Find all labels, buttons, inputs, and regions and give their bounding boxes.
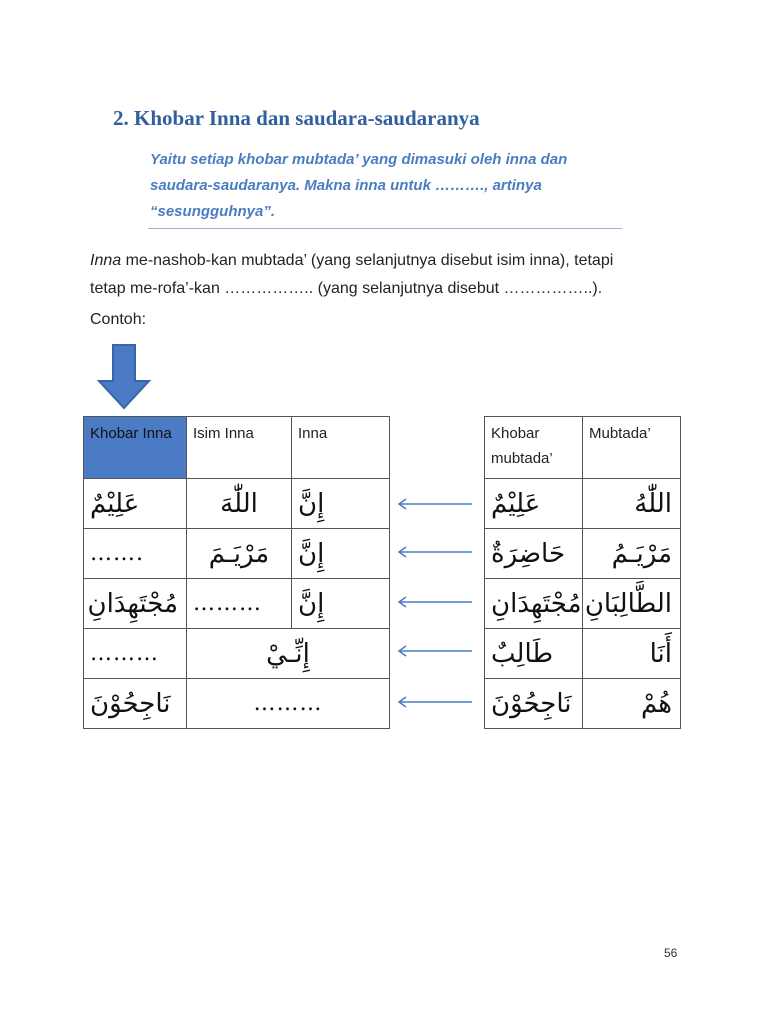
header-khobar-mubtada: Khobar mubtada’ [485,417,583,479]
khobar-blank: ……. [90,541,144,566]
khobar-cell: عَلِيْمٌ [90,488,140,519]
mubtada-table [484,416,681,729]
header-khobar-inna: Khobar Inna [84,417,187,479]
table-row [485,479,681,529]
khobar-cell: نَاجِحُوْنَ [491,688,572,719]
page-number: 56 [664,946,678,960]
inna-cell: إِنَّ [298,538,325,569]
header-inna: Inna [292,417,390,479]
inna-cell: إِنَّ [298,488,325,519]
khobar-cell: طَالِبٌ [491,638,554,669]
table-row [485,679,681,729]
mubtada-cell: هُمْ [640,688,672,719]
header-isim-inna: Isim Inna [187,417,292,479]
table-row [84,479,390,529]
table-row [485,579,681,629]
example-label: Contoh: [90,311,147,328]
definition-box [150,147,630,225]
table-row [84,529,390,579]
left-arrow-icon [396,645,474,657]
inna-cell: إِنَّ [298,588,325,619]
inni-cell: إِنِّـيْ [266,638,310,669]
definition-underline [148,228,622,229]
left-arrow-icon [396,546,474,558]
inna-table-header-row [84,417,390,479]
left-arrow-icon [396,498,474,510]
definition-line-2: saudara-saudaranya. Makna inna untuk ………., artinya [150,177,542,194]
isim-cell: مَرْيَـمَ [208,538,270,569]
mubtada-table-header-row [485,417,681,479]
definition-line-1: Yaitu setiap khobar mubtada’ yang dimasuki oleh inna dan [150,151,568,168]
isim-cell: اللّٰهَ [220,488,258,519]
paragraph-line-1-text: me-nashob-kan mubtada’ (yang selanjutnya disebut isim inna), tetapi [121,252,614,269]
explanation-paragraph [90,247,690,303]
mubtada-cell: الطَّالِبَانِ [584,588,672,619]
table-row [84,679,390,729]
isim-inna-blank: ……… [253,691,323,716]
header-mubtada: Mubtada’ [583,417,681,479]
isim-blank: ……… [193,591,262,616]
khobar-cell: مُجْتَهِدَانِ [491,588,582,619]
down-arrow-icon [96,343,152,411]
table-row [84,629,390,679]
paragraph-line-2: tetap me-rofa’-kan …………….. (yang selanjutnya disebut ……………..). [90,280,603,297]
mubtada-cell: مَرْيَـمُ [611,538,672,569]
left-arrow-icon [396,696,474,708]
section-heading: 2. Khobar Inna dan saudara-saudaranya [113,106,480,130]
inna-word: Inna [90,252,122,269]
inna-table [83,416,390,729]
table-row [84,579,390,629]
mubtada-cell: اللّٰهُ [634,488,672,519]
khobar-cell: مُجْتَهِدَانِ [87,588,178,619]
paragraph-line-1 [90,247,690,275]
table-row [485,629,681,679]
left-arrow-icon [396,596,474,608]
khobar-cell: حَاضِرَةٌ [491,538,566,569]
mubtada-cell: أَنَا [649,638,672,669]
khobar-blank: ……… [90,641,159,666]
khobar-cell: نَاجِحُوْنَ [90,688,171,719]
table-row [485,529,681,579]
khobar-cell: عَلِيْمٌ [491,488,541,519]
definition-line-3: “sesungguhnya”. [150,203,276,220]
